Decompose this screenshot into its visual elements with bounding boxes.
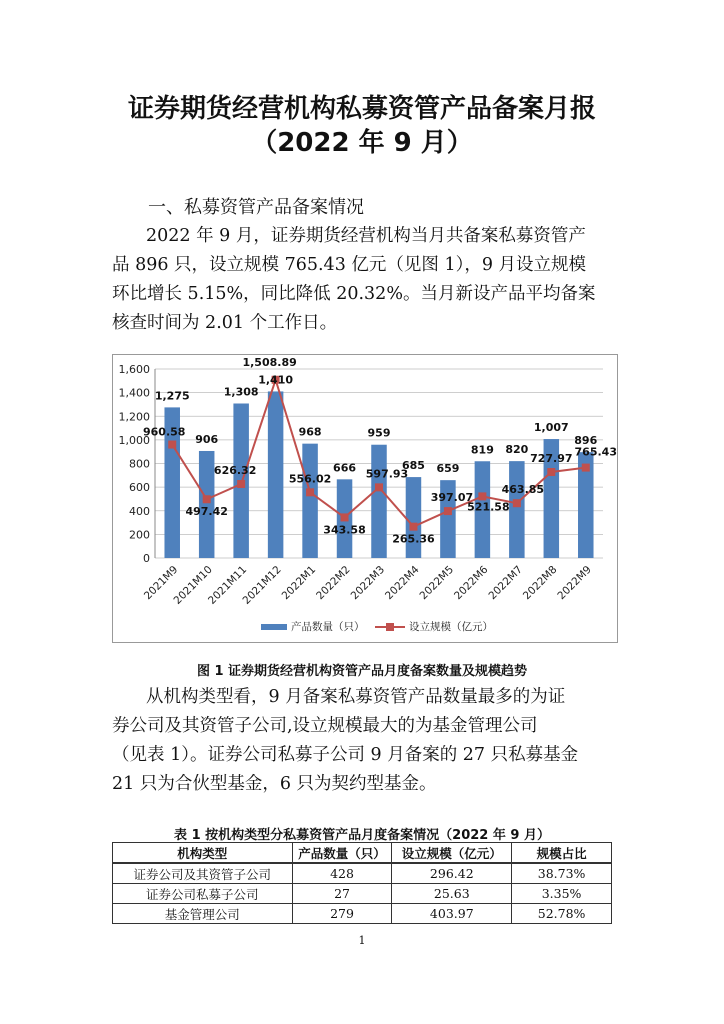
bar-data-label: 1,007 bbox=[533, 421, 569, 435]
y-tick-label: 0 bbox=[143, 552, 150, 565]
scale-marker bbox=[547, 468, 555, 476]
bar bbox=[302, 444, 318, 558]
report-period: （2022 年 9 月） bbox=[251, 128, 473, 158]
cell-institution: 基金管理公司 bbox=[113, 904, 293, 924]
report-title: 证券期货经营机构私募资管产品备案月报 bbox=[127, 94, 596, 124]
table-row bbox=[113, 863, 612, 884]
y-tick-label: 1,000 bbox=[118, 433, 150, 447]
paragraph-line: 环比增长 5.15%，同比降低 20.32%。当月新设产品平均备案 bbox=[112, 284, 596, 304]
bar-data-label: 819 bbox=[470, 443, 494, 457]
paragraph-line: 从机构类型看，9 月备案私募资管产品数量最多的为证 bbox=[146, 687, 566, 707]
cell-scale: 25.63 bbox=[392, 884, 512, 904]
bar-data-label: 666 bbox=[333, 461, 357, 475]
scale-marker bbox=[478, 492, 486, 500]
x-tick-label: 2021M12 bbox=[240, 563, 284, 607]
line-data-label: 626.32 bbox=[213, 464, 257, 478]
line-data-label: 265.36 bbox=[392, 532, 435, 546]
cell-scale: 403.97 bbox=[392, 904, 512, 924]
y-tick-label: 600 bbox=[129, 481, 150, 495]
cell-institution: 证券公司及其资管子公司 bbox=[113, 863, 293, 884]
x-tick-label: 2021M11 bbox=[206, 563, 250, 607]
x-tick-label: 2022M2 bbox=[314, 563, 353, 603]
x-tick-label: 2021M9 bbox=[141, 563, 181, 603]
line-data-label: 960.58 bbox=[143, 425, 186, 439]
y-tick-label: 1,400 bbox=[118, 386, 150, 400]
y-tick-label: 200 bbox=[129, 528, 150, 542]
table-caption: 表 1 按机构类型分私募资管产品月度备案情况（2022 年 9 月） bbox=[174, 828, 550, 843]
paragraph-line: 核查时间为 2.01 个工作日。 bbox=[112, 313, 338, 333]
x-tick-label: 2022M9 bbox=[555, 563, 594, 603]
y-tick-label: 400 bbox=[129, 504, 150, 518]
institution-paragraph bbox=[112, 683, 618, 799]
y-tick-label: 1,200 bbox=[118, 410, 150, 424]
x-tick-label: 2022M1 bbox=[279, 563, 319, 603]
scale-marker bbox=[341, 513, 349, 521]
scale-marker bbox=[409, 523, 417, 531]
cell-scale: 296.42 bbox=[392, 863, 512, 884]
bar bbox=[509, 461, 525, 558]
scale-marker bbox=[237, 480, 245, 488]
bar-data-label: 906 bbox=[195, 432, 219, 446]
bar bbox=[268, 391, 284, 558]
col-header-share: 规模占比 bbox=[512, 843, 612, 864]
bar-data-label: 1,275 bbox=[154, 389, 190, 403]
filing-trend-chart bbox=[112, 354, 618, 643]
scale-marker bbox=[168, 441, 176, 449]
cell-count: 428 bbox=[292, 863, 392, 884]
bar-data-label: 659 bbox=[436, 462, 460, 476]
figure-caption: 图 1 证券期货经营机构资管产品月度备案数量及规模趋势 bbox=[196, 664, 528, 679]
line-data-label: 597.93 bbox=[365, 467, 409, 481]
page-number: 1 bbox=[358, 934, 366, 947]
scale-marker bbox=[582, 464, 590, 472]
legend-swatch-bar bbox=[261, 624, 287, 630]
col-header-scale: 设立规模（亿元） bbox=[392, 843, 512, 864]
line-data-label: 397.07 bbox=[430, 491, 474, 505]
bar-data-label: 820 bbox=[505, 443, 529, 457]
paragraph-line: 21 只为合伙型基金，6 只为契约型基金。 bbox=[112, 774, 437, 794]
table-header-row bbox=[113, 843, 612, 864]
cell-count: 27 bbox=[292, 884, 392, 904]
paragraph-line: 2022 年 9 月，证券期货经营机构当月共备案私募资管产 bbox=[146, 226, 586, 246]
x-tick-label: 2022M5 bbox=[417, 563, 457, 603]
paragraph-line: （见表 1）。证券公司私募子公司 9 月备案的 27 只私募基金 bbox=[112, 745, 579, 765]
legend-label-bar: 产品数量（只） bbox=[291, 621, 365, 633]
col-header-institution: 机构类型 bbox=[113, 843, 293, 864]
cell-count: 279 bbox=[292, 904, 392, 924]
paragraph-line: 券公司及其资管子公司,设立规模最大的为基金管理公司 bbox=[112, 716, 538, 736]
intro-paragraph bbox=[112, 222, 618, 338]
line-data-label: 521.58 bbox=[467, 500, 510, 514]
scale-marker bbox=[375, 483, 383, 491]
bar bbox=[371, 445, 387, 558]
legend-label-line: 设立规模（亿元） bbox=[409, 621, 493, 633]
line-data-label: 727.97 bbox=[530, 452, 573, 466]
x-tick-label: 2022M7 bbox=[486, 563, 525, 603]
bar-data-label: 1,308 bbox=[223, 385, 259, 399]
scale-marker bbox=[444, 507, 452, 515]
section-heading: 一、私募资管产品备案情况 bbox=[148, 197, 364, 218]
x-tick-label: 2022M8 bbox=[520, 563, 560, 603]
scale-marker bbox=[513, 499, 521, 507]
institution-table bbox=[112, 842, 612, 924]
x-tick-label: 2022M6 bbox=[451, 563, 491, 603]
y-tick-label: 1,600 bbox=[118, 363, 150, 376]
line-data-label: 765.43 bbox=[574, 445, 617, 459]
bar-data-label: 896 bbox=[574, 434, 598, 448]
line-data-label: 497.42 bbox=[185, 505, 228, 519]
table-row bbox=[113, 904, 612, 924]
bar bbox=[406, 477, 422, 558]
col-header-count: 产品数量（只） bbox=[292, 843, 392, 864]
cell-share: 3.35% bbox=[512, 884, 612, 904]
cell-share: 52.78% bbox=[512, 904, 612, 924]
line-data-label: 1,508.89 bbox=[242, 355, 297, 369]
paragraph-line: 品 896 只，设立规模 765.43 亿元（见图 1），9 月设立规模 bbox=[112, 255, 587, 275]
line-data-label: 463.85 bbox=[501, 483, 545, 497]
x-tick-label: 2022M4 bbox=[383, 563, 422, 603]
scale-marker bbox=[203, 495, 211, 503]
bar-data-label: 1,410 bbox=[258, 373, 294, 387]
line-data-label: 556.02 bbox=[288, 472, 332, 486]
cell-share: 38.73% bbox=[512, 863, 612, 884]
line-data-label: 343.58 bbox=[323, 523, 366, 537]
legend-marker-line bbox=[386, 623, 394, 631]
bar-data-label: 968 bbox=[298, 425, 322, 439]
y-tick-label: 800 bbox=[129, 457, 150, 471]
table-row bbox=[113, 884, 612, 904]
bar-data-label: 685 bbox=[401, 459, 425, 473]
x-tick-label: 2021M10 bbox=[171, 563, 215, 607]
chart-canvas bbox=[113, 355, 617, 642]
bar-data-label: 959 bbox=[367, 426, 391, 440]
cell-institution: 证券公司私募子公司 bbox=[113, 884, 293, 904]
scale-marker bbox=[306, 488, 314, 496]
x-tick-label: 2022M3 bbox=[348, 563, 388, 603]
